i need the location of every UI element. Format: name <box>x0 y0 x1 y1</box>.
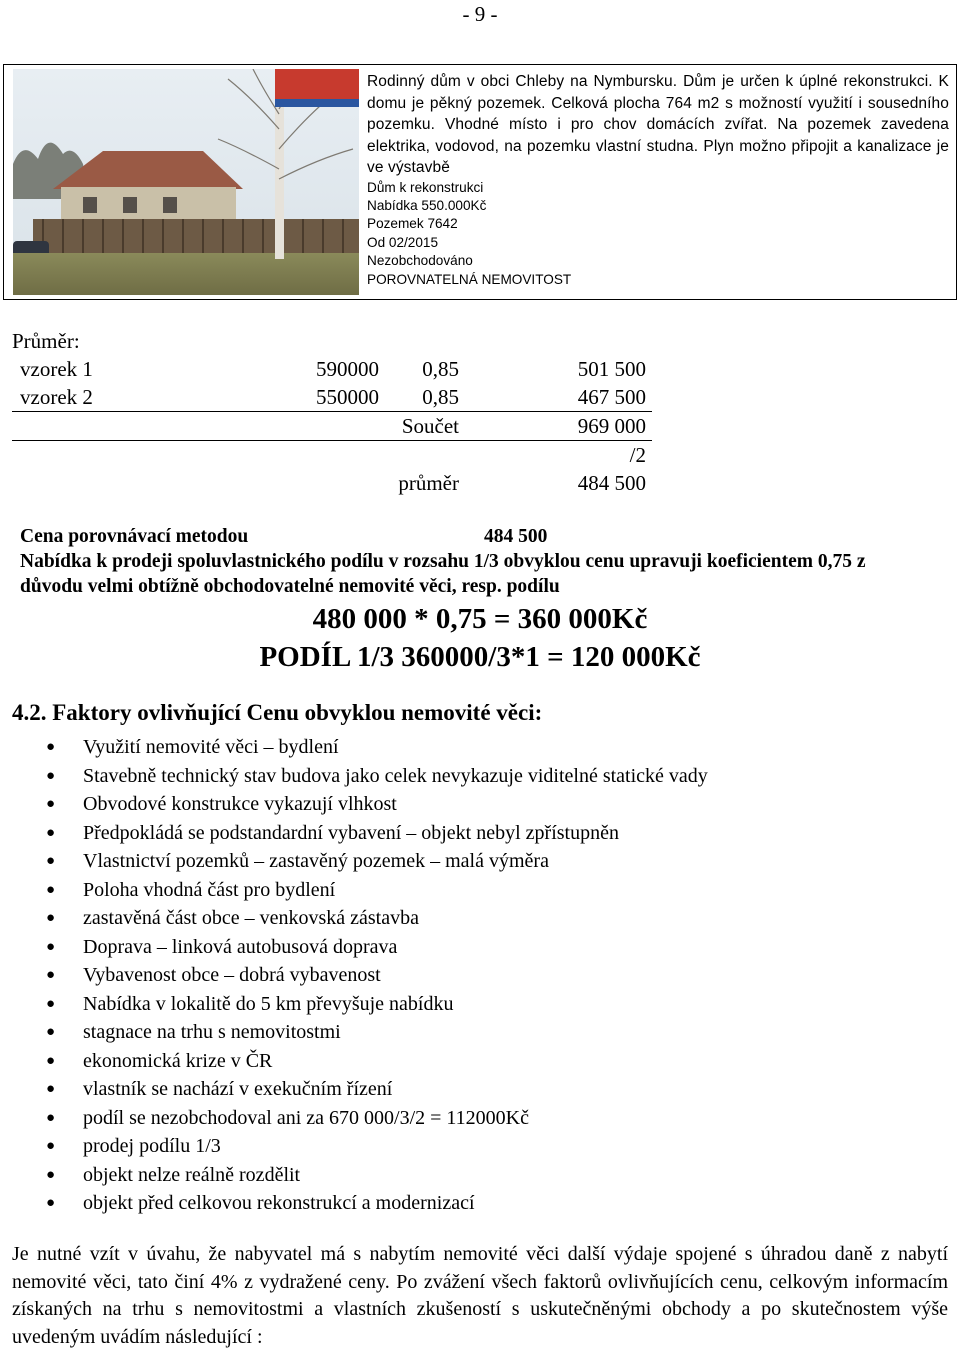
factor-text: objekt nelze reálně rozdělit <box>83 1163 301 1186</box>
list-item <box>0 1047 960 1076</box>
listing-text <box>367 71 949 289</box>
sample-coefficient: 0,85 <box>422 385 459 409</box>
bullet-icon: ● <box>46 967 56 983</box>
factor-text: Vybavenost obce – dobrá vybavenost <box>83 964 381 986</box>
list-item <box>0 990 960 1019</box>
bullet-icon: ● <box>46 1166 56 1183</box>
comparison-price-line <box>20 524 920 549</box>
list-item <box>0 904 960 933</box>
factor-text: stagnace na trhu s nemovitostmi <box>83 1021 341 1043</box>
factor-text: Využití nemovité věci – bydlení <box>83 736 339 758</box>
list-item <box>0 762 960 791</box>
factors-list <box>0 733 960 1218</box>
listing-line: Pozemek 7642 <box>367 216 458 232</box>
page-number: - 9 - <box>462 2 498 26</box>
sample-label: vzorek 1 <box>20 357 93 381</box>
factor-text: ekonomická krize v ČR <box>83 1049 273 1072</box>
list-item <box>0 1161 960 1190</box>
bullet-icon: ● <box>46 767 56 784</box>
bullet-icon: ● <box>46 1138 56 1154</box>
factor-text: Nabídka v lokalitě do 5 km převyšuje nabídku <box>83 992 454 1015</box>
average-title: Průměr: <box>12 329 80 353</box>
list-item <box>0 733 960 762</box>
average-value: 484 500 <box>577 471 646 495</box>
listing-box <box>3 64 957 300</box>
sum-value: 969 000 <box>577 414 646 438</box>
factor-text: zastavěná část obce – venkovská zástavba <box>83 907 419 929</box>
factors-heading: 4.2. Faktory ovlivňující Cenu obvyklou nemovité věci: <box>12 700 543 725</box>
list-item <box>0 819 960 848</box>
bullet-icon: ● <box>46 739 56 755</box>
list-item <box>0 790 960 819</box>
listing-line: Nabídka 550.000Kč <box>367 197 487 213</box>
factor-text: Poloha vhodná část pro bydlení <box>83 878 336 901</box>
listing-description: Rodinný dům v obci Chleby na Nymbursku. Dům je určen k úplné rekonstrukci. K domu je pěkný pozemek. Celková plocha 764 m2 s možností využití i sousedního pozemku. Vhodné místo i pro chov domácích zvířat. Na pozemek zavedena elektrika, vodovod, na pozemku vlastní studna. Plyn možno připojit a kanalizace je ve výstavbě <box>367 73 949 176</box>
listing-line: Nezobchodováno <box>367 253 473 269</box>
divisor-row <box>12 441 652 469</box>
factor-text: Doprava – linková autobusová doprava <box>83 935 398 958</box>
sample-coefficient: 0,85 <box>422 357 459 381</box>
factor-text: Předpokládá se podstandardní vybavení – objekt nebyl zpřístupněn <box>83 821 619 844</box>
bullet-icon: ● <box>46 824 56 841</box>
formula-coefficient: 480 000 * 0,75 = 360 000Kč <box>312 603 648 635</box>
list-item <box>0 1132 960 1161</box>
formula-share: PODÍL 1/3 360000/3*1 = 120 000Kč <box>259 641 701 673</box>
sum-row <box>12 412 652 441</box>
listing-line: Dům k rekonstrukci <box>367 179 484 195</box>
table-row <box>12 355 652 383</box>
factor-text: podíl se nezobchodoval ani za 670 000/3/2 = 112000Kč <box>83 1106 529 1129</box>
factor-text: Obvodové konstrukce vykazují vlhkost <box>83 793 397 815</box>
list-item <box>0 933 960 962</box>
bullet-icon: ● <box>46 1081 56 1097</box>
closing-paragraph: Je nutné vzít v úvahu, že nabyvatel má s nabytím nemovité věci další výdaje spojené s úhradou daně z nabytí nemovité věci, tato činí 4% z vydražené ceny. Po zvážení všech faktorů ovlivňujících cenu, celkovým informacím získaných na trhu s nemovitostmi a vlastních zkušeností s uskutečněnými obchody a po skutečnostem výše uvedeným uvádím následující : <box>12 1243 948 1348</box>
bullet-icon: ● <box>46 1024 56 1040</box>
bullet-icon: ● <box>46 938 56 955</box>
list-item <box>0 876 960 905</box>
bullet-icon: ● <box>46 796 56 812</box>
bullet-icon: ● <box>46 881 56 898</box>
list-item <box>0 1075 960 1104</box>
factor-text: prodej podílu 1/3 <box>83 1135 221 1157</box>
comparison-block <box>20 524 920 599</box>
bullet-icon: ● <box>46 1195 56 1211</box>
sample-result: 467 500 <box>577 385 646 409</box>
comparison-price-label: Cena porovnávací metodou <box>20 526 249 547</box>
list-item <box>0 847 960 876</box>
factor-text: Stavebně technický stav budova jako celek nevykazuje viditelné statické vady <box>83 764 708 787</box>
listing-photo <box>13 69 359 295</box>
listing-line: POROVNATELNÁ NEMOVITOST <box>367 271 572 287</box>
bullet-icon: ● <box>46 995 56 1012</box>
bullet-icon: ● <box>46 853 56 869</box>
list-item <box>0 1018 960 1047</box>
divisor: /2 <box>629 443 646 467</box>
list-item <box>0 1189 960 1218</box>
factor-text: objekt před celkovou rekonstrukcí a modernizací <box>83 1192 475 1214</box>
average-row <box>12 469 652 497</box>
sample-label: vzorek 2 <box>20 385 93 409</box>
list-item <box>0 1104 960 1133</box>
average-label: průměr <box>398 471 459 495</box>
factor-text: Vlastnictví pozemků – zastavěný pozemek – malá výměra <box>83 850 549 872</box>
comparison-price-value: 484 500 <box>484 526 548 547</box>
sum-label: Součet <box>401 414 459 438</box>
average-table <box>12 355 652 497</box>
bullet-icon: ● <box>46 910 56 926</box>
list-item <box>0 961 960 990</box>
sample-price: 590000 <box>316 357 379 381</box>
listing-line: Od 02/2015 <box>367 234 439 250</box>
sample-price: 550000 <box>316 385 379 409</box>
comparison-note: Nabídka k prodeji spoluvlastnického podílu v rozsahu 1/3 obvyklou cenu upravuji koeficientem 0,75 z důvodu velmi obtížně obchodovatelné nemovité věci, resp. podílu <box>20 551 866 597</box>
table-row <box>12 383 652 412</box>
bullet-icon: ● <box>46 1109 56 1126</box>
factor-text: vlastník se nachází v exekučním řízení <box>83 1078 393 1100</box>
bullet-icon: ● <box>46 1052 56 1069</box>
sample-result: 501 500 <box>577 357 646 381</box>
